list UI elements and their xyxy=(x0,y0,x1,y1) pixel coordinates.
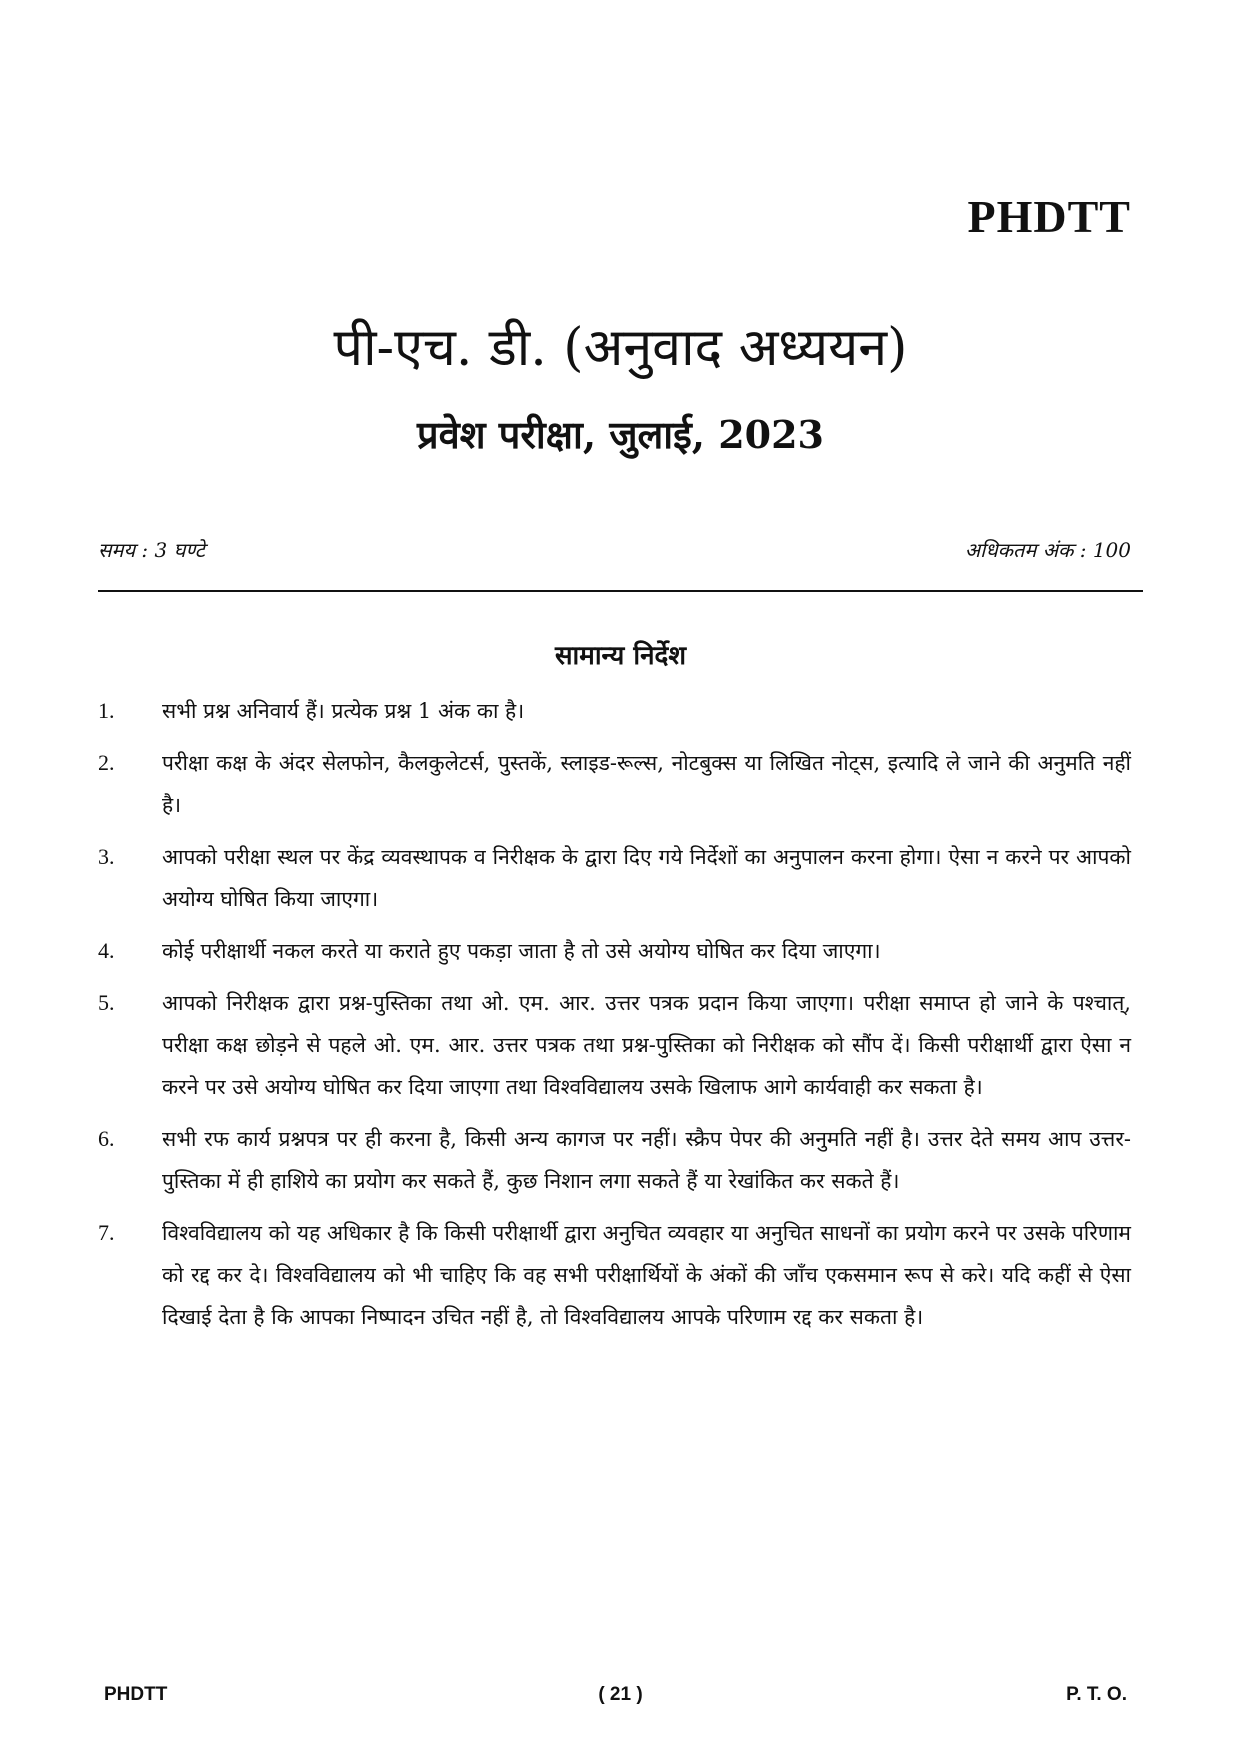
instruction-text: परीक्षा कक्ष के अंदर सेलफोन, कैलकुलेटर्स, पुस्तकें, स्लाइड-रूल्स, नोटबुक्स या लिखित नोट्स, इत्यादि ले जाने की अनुमति नहीं है। xyxy=(162,751,1131,817)
instruction-number: 5. xyxy=(98,990,115,1015)
instruction-text: सभी रफ कार्य प्रश्नपत्र पर ही करना है, किसी अन्य कागज पर नहीं। स्क्रैप पेपर की अनुमति नहीं है। उत्तर देते समय आप उत्तर-पुस्तिका में ही हाशिये का प्रयोग कर सकते हैं, कुछ निशान लगा सकते हैं या रेखांकित कर सकते हैं। xyxy=(162,1127,1131,1193)
instruction-number: 7. xyxy=(98,1220,115,1245)
instruction-number: 1. xyxy=(98,698,115,723)
footer-code: PHDTT xyxy=(104,1684,168,1705)
instruction-text: आपको परीक्षा स्थल पर केंद्र व्यवस्थापक व निरीक्षक के द्वारा दिए गये निर्देशों का अनुपालन करना होगा। ऐसा न करने पर आपको अयोग्य घोषित किया जाएगा। xyxy=(162,845,1131,911)
instruction-item xyxy=(98,930,1131,972)
paper-code: PHDTT xyxy=(967,191,1131,242)
instruction-item xyxy=(98,1212,1131,1338)
instruction-number: 4. xyxy=(98,938,115,963)
instruction-text: सभी प्रश्न अनिवार्य हैं। प्रत्येक प्रश्न 1 अंक का है। xyxy=(162,699,525,723)
instruction-text: विश्वविद्यालय को यह अधिकार है कि किसी परीक्षार्थी द्वारा अनुचित व्यवहार या अनुचित साधनों का प्रयोग करने पर उसके परिणाम को रद्द कर दे। विश्वविद्यालय को भी चाहिए कि वह सभी परीक्षार्थियों के अंकों की जाँच एकसमान रूप से करे। यदि कहीं से ऐसा दिखाई देता है कि आपका निष्पादन उचित नहीं है, तो विश्वविद्यालय आपके परिणाम रद्द कर सकता है। xyxy=(162,1221,1131,1329)
instruction-number: 6. xyxy=(98,1126,115,1151)
instructions-heading: सामान्य निर्देश xyxy=(554,641,687,671)
instructions-list xyxy=(98,690,1131,1348)
instruction-number: 2. xyxy=(98,750,115,775)
instruction-text: कोई परीक्षार्थी नकल करते या कराते हुए पकड़ा जाता है तो उसे अयोग्य घोषित कर दिया जाएगा। xyxy=(162,939,881,963)
exam-title: पी-एच. डी. (अनुवाद अध्ययन) xyxy=(333,318,908,378)
instruction-item xyxy=(98,836,1131,920)
instruction-item xyxy=(98,982,1131,1108)
instruction-text: आपको निरीक्षक द्वारा प्रश्न-पुस्तिका तथा ओ. एम. आर. उत्तर पत्रक प्रदान किया जाएगा। परीक्षा समाप्त हो जाने के पश्चात्, परीक्षा कक्ष छोड़ने से पहले ओ. एम. आर. उत्तर पत्रक तथा प्रश्न-पुस्तिका को निरीक्षक को सौंप दें। किसी परीक्षार्थी द्वारा ऐसा न करने पर उसे अयोग्य घोषित कर दिया जाएगा तथा विश्वविद्यालय उसके खिलाफ आगे कार्यवाही कर सकता है। xyxy=(162,991,1131,1099)
header-divider xyxy=(98,590,1143,592)
instruction-item xyxy=(98,742,1131,826)
time-allowed: समय : 3 घण्टे xyxy=(98,538,205,562)
maximum-marks: अधिकतम अंक : 100 xyxy=(964,538,1131,562)
instruction-number: 3. xyxy=(98,844,115,869)
instruction-item xyxy=(98,1118,1131,1202)
page-number: ( 21 ) xyxy=(598,1684,643,1705)
please-turn-over: P. T. O. xyxy=(1066,1684,1127,1705)
instruction-item xyxy=(98,690,1131,732)
exam-subtitle: प्रवेश परीक्षा, जुलाई, 2023 xyxy=(416,412,825,457)
